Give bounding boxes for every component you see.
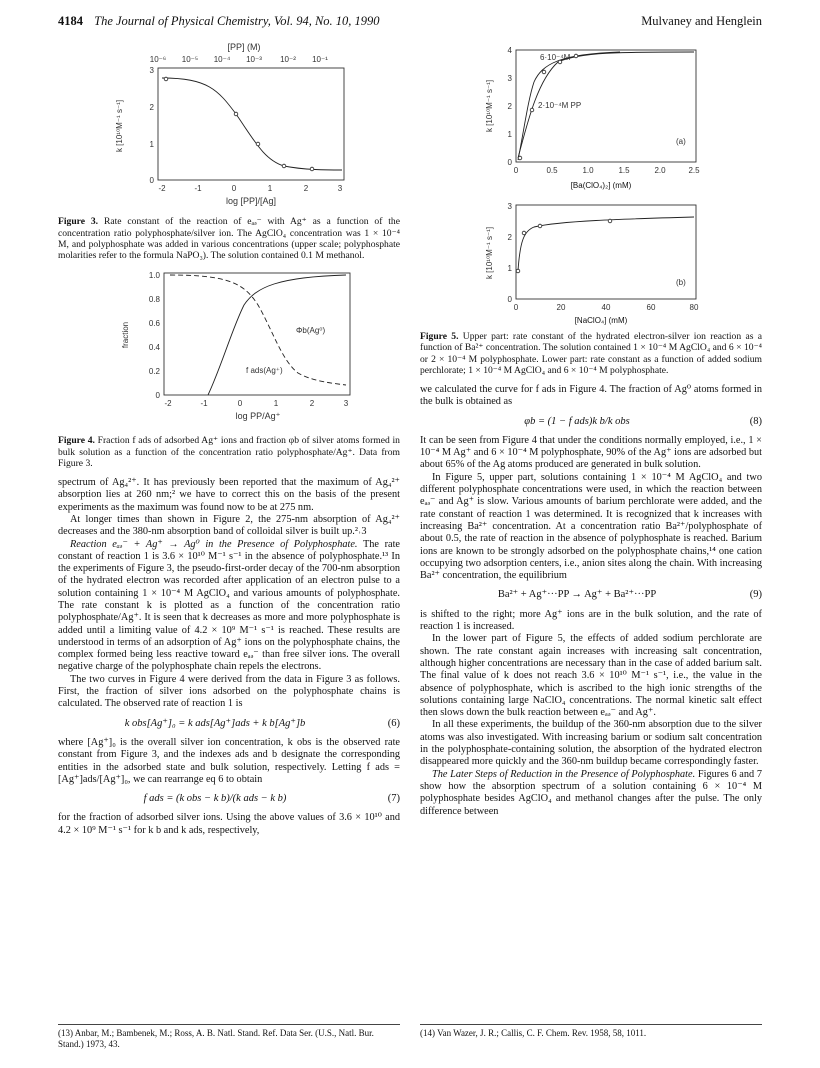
fig3-data-points (164, 77, 314, 171)
caption-label: Figure 4. (58, 435, 95, 447)
figure-3-caption (58, 216, 400, 261)
fig4-x-tick: 2 (309, 399, 315, 409)
equation-body: k obs[Ag⁺]₀ = k ads[Ag⁺]ads + k b[Ag⁺]b (124, 717, 306, 729)
fig5a-y-tick: 3 (507, 74, 512, 83)
equation-body: f ads = (k obs − k b)/(k ads − k b) (143, 793, 287, 805)
fig5a-x-tick: 0.5 (546, 166, 558, 175)
fig3-x-tick: 2 (303, 184, 309, 193)
fig5b-y-tick: 0 (507, 294, 512, 304)
fig5a-x-tick: 2.5 (688, 166, 700, 175)
fig5b-x-tick: 0 (513, 302, 519, 312)
fig5a-x-label: [Ba(ClO₄)₂] (mM) (570, 181, 632, 191)
fig5b-y-label: k [10¹⁰M⁻¹ s⁻¹] (485, 226, 494, 279)
fig5a-y-tick: 1 (507, 130, 512, 139)
paragraph: In the lower part of Figure 5, the effects of added sodium perchlorate are shown. The rate constant again increases with increasing salt concentration, although higher concentrations are necessary than in the case of added barium salt. The final value of k does not reach 3.6 × 10¹⁰ M⁻¹ s⁻¹, i.e., the value in the absence of polyphosphate, which is ascribed to the high ionic strengths of the solutions containing large NaClO₄ concentrations. The normal kinetic salt effect then slows down the bulk reaction between eₐₔ⁻ and Ag⁺. (420, 633, 762, 719)
fig5a-y-label: k [10¹⁰M⁻¹ s⁻¹] (485, 79, 494, 133)
equation-8 (420, 416, 762, 428)
equation-9 (420, 589, 762, 601)
caption-label: Figure 5. (420, 331, 459, 343)
fig3-y-tick: 0 (149, 176, 154, 185)
fig5a-y-tick: 4 (507, 46, 512, 55)
fig4-y-tick: 0.6 (148, 319, 160, 329)
fig3-top-tick: 10⁻² (280, 55, 296, 64)
fig4-label-phib: Φb(Ag⁰) (296, 326, 326, 336)
fig5b-x-label: [NaClO₄] (mM) (574, 315, 628, 325)
fig5a-label-6e-4: 6·10⁻⁴M (540, 53, 571, 62)
equation-body: φb = (1 − f ads)k b/k obs (524, 415, 630, 427)
fig5a-y-tick: 0 (507, 158, 512, 167)
fig3-plot-frame (158, 68, 344, 180)
fig4-y-tick: 0.8 (148, 295, 160, 305)
equation-number: (9) (749, 589, 762, 601)
fig4-x-tick: 3 (343, 399, 349, 409)
footnote-text: (13) Anbar, M.; Bambenek, M.; Ross, A. B. Natl. Stand. Ref. Data Ser. (U.S., Natl. Bur. Stand.) 1973, 43. (58, 1028, 374, 1049)
fig5a-x-tick: 2.0 (654, 166, 666, 175)
fig5b-curve (518, 217, 694, 271)
paragraph: is shifted to the right; more Ag⁺ ions are in the bulk solution, and the rate of reaction 1 is increased. (420, 608, 762, 633)
fig4-y-label: fraction (121, 321, 130, 349)
fig5b-y-tick: 1 (507, 263, 512, 273)
fig4-x-tick: -2 (164, 399, 172, 409)
fig4-x-tick: 0 (237, 399, 243, 409)
equation-body: Ba²⁺ + Ag⁺···PP → Ag⁺ + Ba²⁺···PP (497, 589, 657, 601)
fig4-x-tick: -1 (200, 399, 208, 409)
paragraph-text: Figures 6 and 7 show how the absorption spectrum of a solution containing 6 × 10⁻⁴ M polyphosphate besides AgClO₄ and methanol changes after the pulse. The only difference between (420, 768, 763, 817)
caption-text: Rate constant of the reaction of eₐₔ⁻ with Ag⁺ as a function of the concentration ratio polyphosphate/silver ion. The AgClO₄ concentration was 1 × 10⁻⁴ M, and polyphosphate was added in various concentrations (upper scale; polyphosphate molarities refer to the formula NaPO₃). The solution contained 0.1 M methanol. (58, 216, 400, 261)
figure-3-chart (58, 40, 400, 210)
fig5a-x-tick: 1.5 (618, 166, 630, 175)
fig3-y-tick: 1 (149, 140, 154, 149)
equation-number: (8) (749, 415, 762, 427)
fig4-x-label: log PP/Ag⁺ (235, 411, 281, 422)
caption-text: Fraction f ads of adsorbed Ag⁺ ions and fraction φb of silver atoms formed in bulk solution as a function of the concentration ratio polyphosphate/Ag⁺. Data from Figure 3. (58, 435, 400, 469)
caption-text: Upper part: rate constant of the hydrated electron-silver ion reaction as a function of Ba²⁺ concentration. The solution contained 1 × 10⁻⁴ M AgClO₄ and 6 × 10⁻⁴ or 2 × 10⁻⁴ M polyphosphate. Lower part: rate constant as a function of added sodium perchlorate; 1 × 10⁻⁴ M AgClO₄ and 6 × 10⁻⁴ M polyphosphate. (420, 331, 762, 376)
fig3-x-tick: 1 (267, 184, 273, 193)
fig5b-x-tick: 20 (556, 302, 566, 312)
fig3-top-axis-label: [PP] (M) (227, 42, 261, 52)
left-column (58, 40, 400, 837)
fig5a-label-2e-4: 2·10⁻⁴M PP (538, 101, 582, 110)
fig3-top-tick: 10⁻³ (246, 55, 262, 64)
fig4-y-tick: 0.2 (148, 367, 160, 377)
fig4-curve-fads (208, 275, 346, 395)
paragraph: At longer times than shown in Figure 2, the 275-nm absorption of Ag₄²⁺ decreases and the 380-nm absorption band of colloidal silver is built up.²˒3 (58, 513, 400, 538)
fig3-curve (162, 78, 342, 170)
fig3-x-tick: 3 (337, 184, 343, 193)
fig3-top-tick: 10⁻⁴ (213, 55, 231, 64)
paragraph: The two curves in Figure 4 were derived from the data in Figure 3 as follows. First, the fraction of silver ions adsorbed on the polyphosphate chains is calculated. The observed rate of reaction 1 is (58, 673, 400, 710)
equation-6 (58, 718, 400, 730)
fig5b-x-tick: 80 (689, 302, 699, 312)
equation-7 (58, 793, 400, 805)
figure-4-caption (58, 435, 400, 469)
fig3-y-label: k [10¹⁰M⁻¹ s⁻¹] (115, 99, 124, 153)
paragraph: It can be seen from Figure 4 that under the conditions normally employed, i.e., 1 × 10⁻⁴ M Ag⁺ and 6 × 10⁻⁴ M polyphosphate, 90% of the Ag⁺ ions are adsorbed but about 65% of the Ag atoms produced are generated in bulk solution. (420, 434, 762, 471)
fig3-y-tick: 2 (149, 103, 154, 112)
paragraph-text: The rate constant of reaction 1 is 3.6 × 10¹⁰ M⁻¹ s⁻¹ in the absence of polyphosphate.¹³ In the experiments of Figure 3, the pseudo-first-order decay of the 700-nm absorption of the hydrated electron was recorded after application of an electron pulse to a solution containing 1 × 10⁻⁴ M AgClO₄ and various amounts of polyphosphate. The rate constant k is plotted as a function of the concentration ratio polyphosphate/Ag⁺. It is seen that k decreases as more and more polyphosphate is added until a limiting value of 4.2 × 10⁹ M⁻¹ s⁻¹ is reached. These results are understood in terms of an adsorption of Ag⁺ ions on the polyphosphate chains, the complex formed being less reactive toward eₐₔ⁻ than free silver ions. The overall negative charge of the polyphosphate chain repels the electrons. (58, 538, 401, 673)
fig4-x-tick: 1 (273, 399, 279, 409)
fig3-top-ticks (150, 55, 328, 64)
fig3-x-tick: 0 (231, 184, 237, 193)
footnote-13 (58, 1024, 400, 1050)
fig3-y-tick: 3 (149, 66, 154, 75)
figure-5a-chart (420, 40, 762, 178)
right-column (420, 40, 762, 818)
fig5a-y-tick: 2 (507, 102, 512, 111)
running-authors: Mulvaney and Henglein (641, 14, 762, 28)
paragraph: for the fraction of adsorbed silver ions. Using the above values of 3.6 × 10¹⁰ and 4.2 × 10⁹ M⁻¹ s⁻¹ for k b and k ads, respectively, (58, 812, 400, 836)
figure-4-chart (58, 269, 400, 429)
fig5b-plot-frame (516, 205, 696, 299)
journal-name: The Journal of Physical Chemistry, Vol. 94, No. 10, 1990 (94, 14, 380, 28)
fig5b-x-tick: 60 (646, 302, 656, 312)
footnote-14 (420, 1024, 762, 1039)
fig3-x-tick: -1 (194, 184, 202, 193)
fig3-top-tick: 10⁻⁵ (181, 55, 199, 64)
section-heading: The Later Steps of Reduction in the Presence of Polyphosphate. (432, 768, 696, 780)
paragraph: In all these experiments, the buildup of the 360-nm absorption due to the silver atoms was also investigated. With increasing barium or sodium salt concentration in the polyphosphate-containing solution, the absorption of the hydrated electron disappeared more quickly and the 360-nm buildup became correspondingly faster. (420, 719, 762, 768)
caption-label: Figure 3. (58, 216, 99, 228)
section-heading: Reaction eₐₔ⁻ + Ag⁺ → Ag⁰ in the Presence of Polyphosphate. (70, 538, 358, 550)
fig5b-y-tick: 2 (507, 232, 512, 242)
fig5b-x-tick: 40 (601, 302, 611, 312)
equation-number: (6) (387, 717, 400, 729)
paragraph: where [Ag⁺]₀ is the overall silver ion concentration, k obs is the observed rate constant from Figure 3, and the indexes ads and b designate the corresponding entities in the adsorbed state and bulk solution, respectively. Letting f ads = [Ag⁺]ads/[Ag⁺]₀, we can rearrange eq 6 to obtain (58, 736, 400, 785)
fig4-y-tick: 0 (155, 391, 160, 401)
fig5a-panel-label: (a) (676, 137, 686, 146)
fig4-label-fads: f ads(Ag⁺) (246, 366, 283, 376)
fig3-top-tick: 10⁻¹ (312, 55, 328, 64)
paragraph: spectrum of Ag₄²⁺. It has previously been reported that the maximum of Ag₄²⁺ absorption lies at 260 nm;² we have to correct this on the basis of the present experiments as the maximum was found now to be at 275 nm. (58, 477, 400, 513)
figure-5b-chart (420, 201, 762, 313)
fig4-y-tick: 0.4 (148, 343, 160, 353)
fig3-x-label: log [PP]/[Ag] (225, 196, 277, 206)
fig3-top-tick: 10⁻⁶ (149, 55, 167, 64)
fig5b-y-tick: 3 (507, 201, 512, 211)
paragraph: In Figure 5, upper part, solutions containing 1 × 10⁻⁴ M AgClO₄ and two different polyphosphate concentrations were used, in which the reaction between eₐₔ⁻ and Ag⁺ is slow. Various amounts of barium perchlorate were added, and the rate constant of reaction 1 was determined. It is recognized that k increases with increasing Ba²⁺ concentration. At a concentration ratio Ba²⁺/polyphosphate of about 0.5, the rate of reaction in the absence of polyphosphate is reached. Barium ions are known to be strongly adsorbed on the polyphosphate chains,¹⁴ one cation occupying two adsorption centers, i.e., anion sites along the chain. With increasing Ba²⁺ concentration, the equilibrium (420, 471, 762, 582)
fig3-x-tick: -2 (158, 184, 166, 193)
figure-5-caption (420, 331, 762, 376)
paragraph: we calculated the curve for f ads in Figure 4. The fraction of Ag⁰ atoms formed in the bulk is obtained as (420, 384, 762, 408)
page-header (58, 14, 762, 32)
footnote-text: (14) Van Wazer, J. R.; Callis, C. F. Chem. Rev. 1958, 58, 1011. (420, 1028, 647, 1038)
equation-number: (7) (387, 793, 400, 805)
paragraph (420, 769, 762, 818)
fig5b-panel-label: (b) (676, 277, 686, 287)
fig4-y-tick: 1.0 (148, 271, 160, 281)
fig5a-x-tick: 0 (513, 166, 519, 175)
fig5a-x-tick: 1.0 (582, 166, 594, 175)
page-number: 4184 (58, 14, 83, 28)
fig5b-data-points (516, 219, 612, 273)
paragraph (58, 539, 400, 674)
